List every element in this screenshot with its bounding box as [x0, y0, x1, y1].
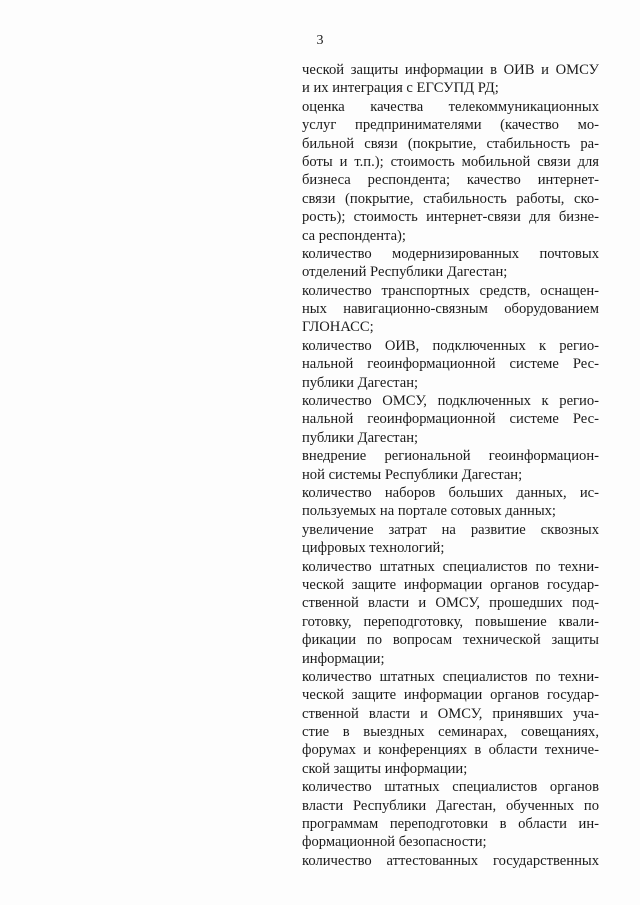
text-line: пользуемых на портале сотовых данных; — [302, 503, 556, 520]
text-line: программам переподготовки в области ин- — [302, 816, 599, 833]
text-line: форумах и конференциях в области техниче- — [302, 742, 599, 759]
text-line: бизнеса респондента; качество интернет- — [302, 172, 599, 189]
text-line: количество аттестованных государственных — [302, 852, 599, 869]
text-line: формационной безопасности; — [302, 834, 487, 851]
text-line: количество модернизированных почтовых — [302, 245, 599, 262]
text-line: увеличение затрат на развитие сквозных — [302, 521, 599, 538]
text-line: услуг предпринимателями (качество мо- — [302, 117, 599, 134]
text-line: ных навигационно-связным оборудованием — [302, 301, 599, 318]
text-line: нальной геоинформационной системе Рес- — [302, 356, 599, 373]
text-line: и их интеграция с ЕГСУПД РД; — [302, 80, 499, 97]
text-line: количество наборов больших данных, ис- — [302, 484, 599, 501]
document-body — [302, 61, 599, 870]
text-line: рость); стоимость интернет-связи для бизне- — [302, 209, 599, 226]
text-line: ной системы Республики Дагестан; — [302, 466, 523, 483]
text-line: ственной власти и ОМСУ, принявших уча- — [302, 705, 599, 722]
text-line: отделений Республики Дагестан; — [302, 264, 508, 281]
text-line: ственной власти и ОМСУ, прошедших под- — [302, 595, 599, 612]
text-line: ческой защиты информации в ОИВ и ОМСУ — [302, 62, 599, 78]
text-line: публики Дагестан; — [302, 374, 419, 391]
text-line: ГЛОНАСС; — [302, 319, 374, 336]
text-line: фикации по вопросам технической защиты — [302, 632, 599, 649]
text-line: нальной геоинформационной системе Рес- — [302, 411, 599, 428]
text-line: количество ОМСУ, подключенных к регио- — [302, 393, 599, 410]
text-line: оценка качества телекоммуникационных — [302, 98, 599, 115]
text-line: информации; — [302, 650, 385, 667]
page-number: 3 — [316, 33, 324, 48]
text-line: связи (покрытие, стабильность работы, ско- — [302, 190, 599, 207]
text-line: количество транспортных средств, оснащен- — [302, 282, 599, 299]
text-line: ческой защите информации органов государ- — [302, 576, 599, 593]
text-line: власти Республики Дагестан, обученных по — [302, 797, 599, 814]
text-line: публики Дагестан; — [302, 429, 419, 446]
text-line: внедрение региональной геоинформацион- — [302, 448, 599, 465]
text-line: ческой защите информации органов государ- — [302, 687, 599, 704]
text-line: бильной связи (покрытие, стабильность ра- — [302, 135, 599, 152]
text-line: цифровых технологий; — [302, 540, 445, 557]
text-line: количество штатных специалистов по техни- — [302, 558, 599, 575]
text-line: количество штатных специалистов органов — [302, 779, 599, 796]
text-line: количество ОИВ, подключенных к регио- — [302, 337, 599, 354]
text-line: готовку, переподготовку, повышение квали- — [302, 613, 599, 630]
text-line: боты и т.п.); стоимость мобильной связи для — [302, 153, 599, 170]
text-line: количество штатных специалистов по техни- — [302, 668, 599, 685]
text-line: са респондента); — [302, 227, 406, 244]
text-line: стие в выездных семинарах, совещаниях, — [302, 724, 599, 741]
text-line: ской защиты информации; — [302, 760, 468, 777]
